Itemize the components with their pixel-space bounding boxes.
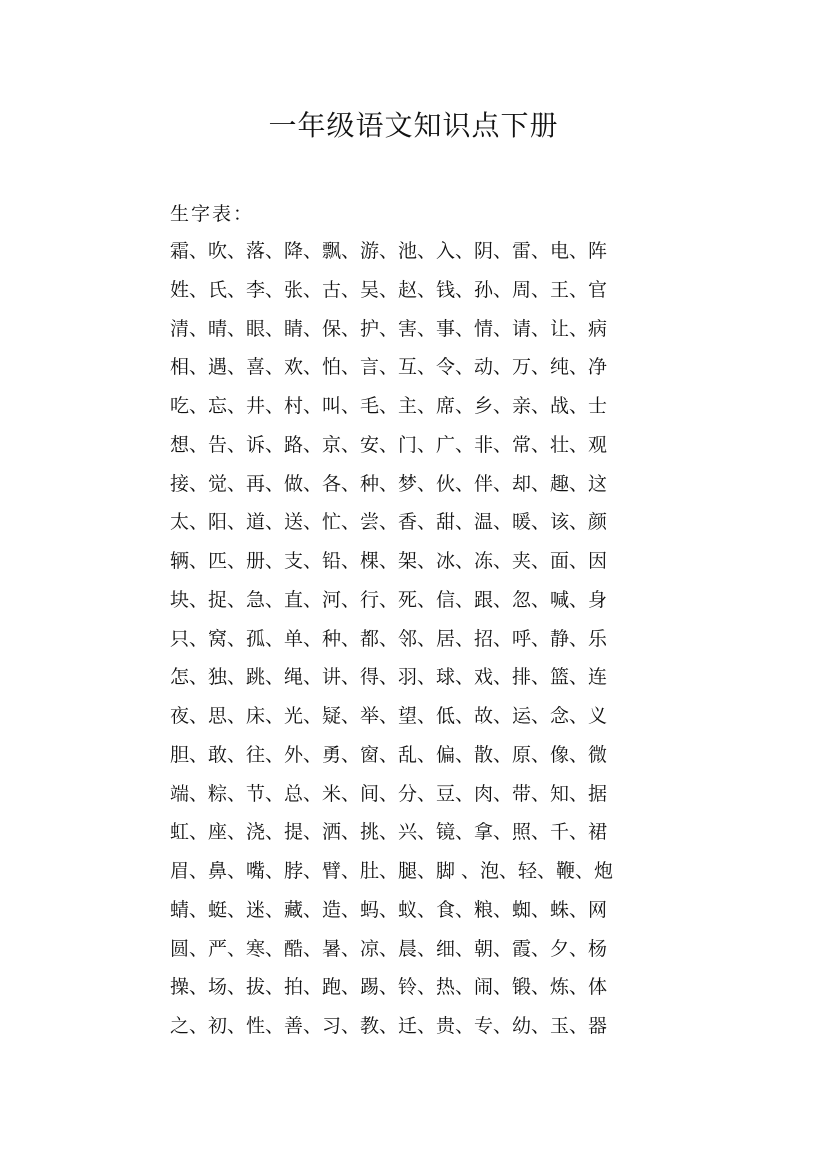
character-row: 操、场、拔、拍、跑、踢、铃、热、闹、锻、炼、体: [170, 976, 608, 999]
character-row: 蜻、蜓、迷、藏、造、蚂、蚁、食、粮、蜘、蛛、网: [170, 898, 608, 921]
character-row: 想、告、诉、路、京、安、门、广、非、常、壮、观: [170, 433, 608, 456]
character-row: 夜、思、床、光、疑、举、望、低、故、运、念、义: [170, 705, 608, 727]
character-row: 圆、严、寒、酷、暑、凉、晨、细、朝、霞、夕、杨: [170, 937, 608, 960]
character-row: 胆、敢、往、外、勇、窗、乱、偏、散、原、像、微: [170, 743, 608, 766]
character-row: 吃、忘、井、村、叫、毛、主、席、乡、亲、战、士: [170, 395, 608, 417]
character-row: 相、遇、喜、欢、怕、言、互、令、动、万、纯、净: [170, 356, 608, 379]
character-list: [170, 236, 730, 1050]
character-row: 姓、氏、李、张、古、吴、赵、钱、孙、周、王、官: [170, 278, 608, 301]
section-label: 生字表：: [170, 203, 255, 225]
character-row: 辆、匹、册、支、铅、棵、架、冰、冻、夹、面、因: [170, 550, 608, 572]
character-row: 虹、座、浇、提、洒、挑、兴、镜、拿、照、千、裙: [170, 821, 608, 844]
character-row: 端、粽、节、总、米、间、分、豆、肉、带、知、据: [170, 782, 608, 805]
character-row: 怎、独、跳、绳、讲、得、羽、球、戏、排、篮、连: [170, 666, 608, 689]
character-row: 清、晴、眼、睛、保、护、害、事、情、请、让、病: [170, 317, 608, 340]
character-row: 眉、鼻、嘴、脖、臂、肚、腿、脚 、泡、轻、鞭、炮: [170, 860, 614, 882]
character-row: 太、阳、道、送、忙、尝、香、甜、温、暖、该、颜: [170, 511, 608, 534]
page-title: 一年级语文知识点下册: [268, 109, 559, 142]
character-row: 之、初、性、善、习、教、迁、贵、专、幼、玉、器: [170, 1015, 608, 1037]
character-row: 霜、吹、落、降、飘、游、池、入、阴、雷、电、阵: [170, 240, 608, 262]
character-row: 块、捉、急、直、河、行、死、信、跟、忽、喊、身: [170, 588, 608, 611]
character-row: 接、觉、再、做、各、种、梦、伙、伴、却、趣、这: [170, 472, 608, 495]
character-row: 只、窝、孤、单、种、都、邻、居、招、呼、静、乐: [170, 627, 608, 650]
